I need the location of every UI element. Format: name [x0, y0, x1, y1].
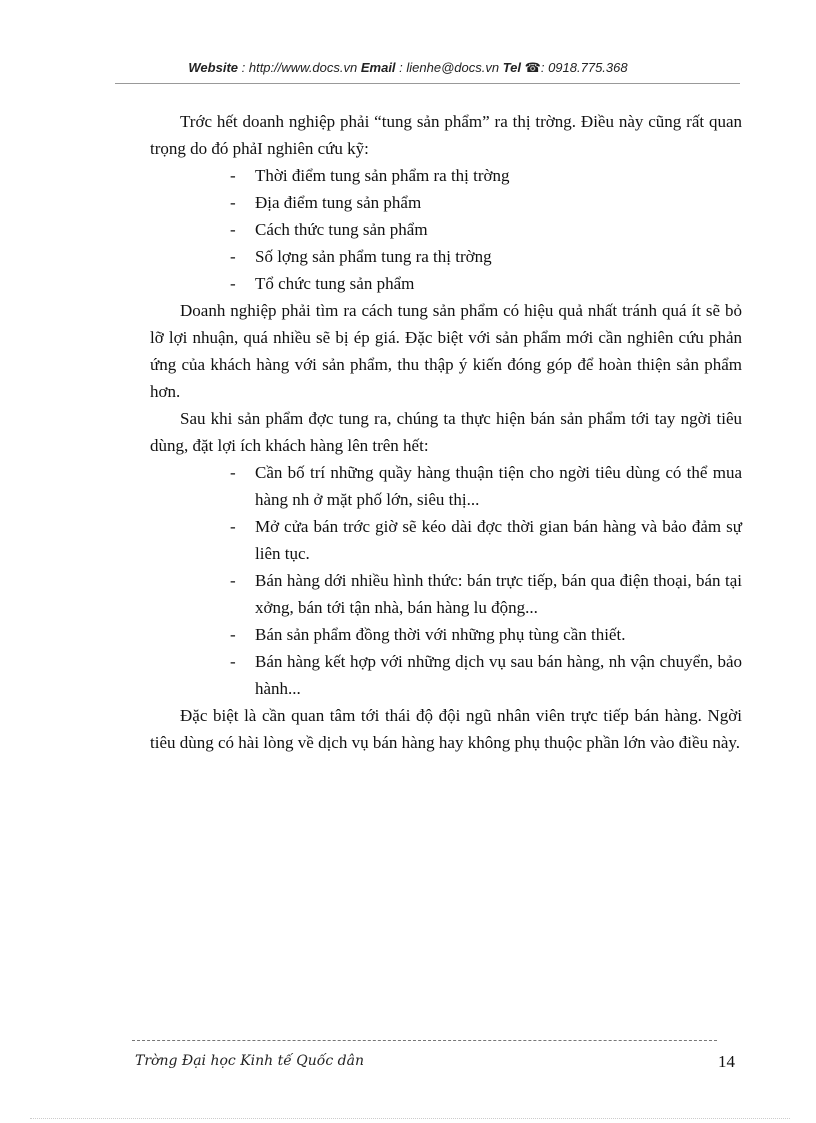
list-item: - Tổ chức tung sản phẩm	[150, 270, 742, 297]
page-number: 14	[718, 1052, 735, 1071]
dash: -	[230, 274, 236, 293]
paragraph-3: Sau khi sản phẩm đợc tung ra, chúng ta thực hiện bán sản phẩm tới tay ngời tiêu dùng, đặt lợi ích khách hàng lên trên hết:	[150, 409, 742, 455]
list-item: - Mở cửa bán trớc giờ sẽ kéo dài đợc thời gian bán hàng và bảo đảm sự liên tục.	[150, 513, 742, 567]
dash: -	[230, 571, 236, 590]
dash: -	[230, 247, 236, 266]
list-selling	[150, 459, 742, 702]
page-body	[150, 108, 742, 756]
tel-value: ☎: 0918.775.368	[524, 60, 628, 75]
paragraph-4: Đặc biệt là cần quan tâm tới thái độ đội ngũ nhân viên trực tiếp bán hàng. Ngời tiêu dùng có hài lòng về dịch vụ bán hàng hay không phụ thuộc phần lớn vào điều này.	[150, 706, 742, 752]
bottom-border	[30, 1118, 790, 1119]
list-item: - Bán hàng dới nhiều hình thức: bán trực tiếp, bán qua điện thoại, bán tại xởng, bán tới tận nhà, bán hàng lu động...	[150, 567, 742, 621]
page-header	[0, 60, 816, 76]
list-item: - Cách thức tung sản phẩm	[150, 216, 742, 243]
dash: -	[230, 652, 236, 671]
footer-rule	[132, 1040, 717, 1041]
paragraph-2: Doanh nghiệp phải tìm ra cách tung sản phẩm có hiệu quả nhất tránh quá ít sẽ bỏ lỡ lợi nhuận, quá nhiều sẽ bị ép giá. Đặc biệt với sản phẩm mới cần nghiên cứu phản ứng của khách hàng với sản phẩm, thu thập ý kiến đóng góp để hoàn thiện sản phẩm hơn.	[150, 301, 742, 401]
dash: -	[230, 166, 236, 185]
list-item: - Bán sản phẩm đồng thời với những phụ tùng cần thiết.	[150, 621, 742, 648]
website-label: Website	[188, 60, 238, 75]
list-item: - Cần bố trí những quầy hàng thuận tiện cho ngời tiêu dùng có thể mua hàng nh ở mặt phố lớn, siêu thị...	[150, 459, 742, 513]
footer-school: Trờng Đại học Kinh tế Quốc dân	[135, 1053, 364, 1069]
dash: -	[230, 193, 236, 212]
list-launch	[150, 162, 742, 297]
email-value: : lienhe@docs.vn	[399, 60, 500, 75]
dash: -	[230, 220, 236, 239]
list-item: - Thời điểm tung sản phẩm ra thị trờng	[150, 162, 742, 189]
list-item: - Địa điểm tung sản phẩm	[150, 189, 742, 216]
list-item: - Bán hàng kết hợp với những dịch vụ sau bán hàng, nh vận chuyển, bảo hành...	[150, 648, 742, 702]
paragraph-1: Trớc hết doanh nghiệp phải “tung sản phẩm” ra thị trờng. Điều này cũng rất quan trọng do đó phảI nghiên cứu kỹ:	[150, 112, 742, 158]
header-rule	[115, 83, 740, 84]
dash: -	[230, 463, 236, 482]
tel-label: Tel	[502, 60, 522, 75]
website-value: : http://www.docs.vn	[241, 60, 358, 75]
list-item: - Số lợng sản phẩm tung ra thị trờng	[150, 243, 742, 270]
dash: -	[230, 625, 236, 644]
email-label: Email	[360, 60, 396, 75]
dash: -	[230, 517, 236, 536]
